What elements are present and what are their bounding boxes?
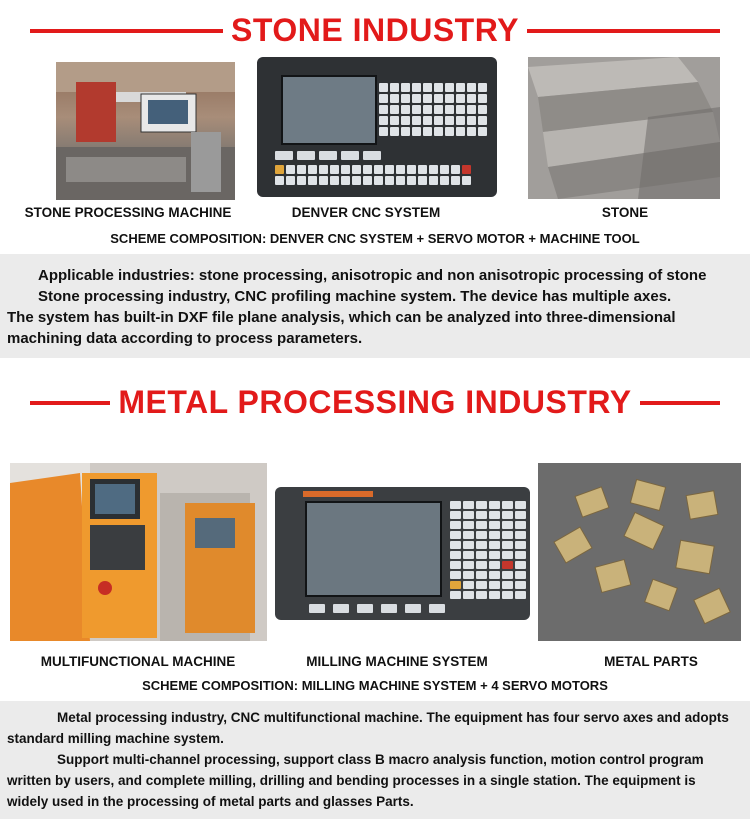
metal-parts-photo xyxy=(538,463,741,641)
stone-paragraph-1: Applicable industries: stone processing, anisotropic and non anisotropic processing of stone xyxy=(38,267,707,284)
metal-description-band xyxy=(0,701,750,819)
milling-machine-system-photo xyxy=(275,487,530,620)
stone-caption-stone: STONE xyxy=(601,205,649,220)
section-title: METAL PROCESSING INDUSTRY xyxy=(118,384,632,420)
cnc-screen xyxy=(281,75,377,145)
metal-caption-milling: MILLING MACHINE SYSTEM xyxy=(306,654,488,669)
heading-rule-left xyxy=(30,401,110,405)
cnc-function-keys xyxy=(275,151,381,160)
heading-rule-left xyxy=(30,29,223,33)
milling-function-keys xyxy=(309,604,445,613)
metal-parts-illustration xyxy=(538,463,741,641)
machine-illustration xyxy=(56,62,235,200)
metal-paragraph-1: Metal processing industry, CNC multifunctional machine. The equipment has four servo axes and adopts standard milling machine system. xyxy=(7,710,729,746)
stone-photo xyxy=(528,57,720,199)
stone-description-band xyxy=(0,254,750,358)
cnc-keypad xyxy=(379,83,487,136)
metal-caption-parts: METAL PARTS xyxy=(604,654,698,669)
section-title: STONE INDUSTRY xyxy=(231,12,519,48)
stone-paragraph-2: Stone processing industry, CNC profiling machine system. The device has multiple axes. xyxy=(38,288,672,305)
stone-illustration xyxy=(528,57,720,199)
metal-paragraph-2: Support multi-channel processing, support class B macro analysis function, motion control program written by users, and complete milling, drilling and bending processes in a single station. The equipment is widely used in the processing of metal parts and glasses Parts. xyxy=(7,752,704,809)
stone-caption-cnc: DENVER CNC SYSTEM xyxy=(291,205,441,220)
stone-industry-heading xyxy=(0,12,750,49)
metal-caption-machine: MULTIFUNCTIONAL MACHINE xyxy=(40,654,236,669)
multifunctional-machine-photo xyxy=(10,463,267,641)
stone-caption-machine: STONE PROCESSING MACHINE xyxy=(24,205,232,220)
heading-rule-right xyxy=(640,401,720,405)
metal-industry-heading xyxy=(0,384,750,421)
multifunctional-machine-illustration xyxy=(10,463,267,641)
stone-processing-machine-photo xyxy=(56,62,235,200)
brand-strip xyxy=(303,491,373,497)
stone-scheme-composition: SCHEME COMPOSITION: DENVER CNC SYSTEM + SERVO MOTOR + MACHINE TOOL xyxy=(110,231,640,246)
cnc-control-keys xyxy=(275,165,471,185)
stone-paragraph-3: The system has built-in DXF file plane analysis, which can be analyzed into three-dimensional machining data according to process parameters. xyxy=(7,309,676,347)
heading-rule-right xyxy=(527,29,720,33)
milling-keypad xyxy=(450,501,526,599)
denver-cnc-system-photo xyxy=(257,57,497,197)
metal-scheme-composition: SCHEME COMPOSITION: MILLING MACHINE SYSTEM + 4 SERVO MOTORS xyxy=(142,678,608,693)
milling-screen xyxy=(305,501,442,597)
